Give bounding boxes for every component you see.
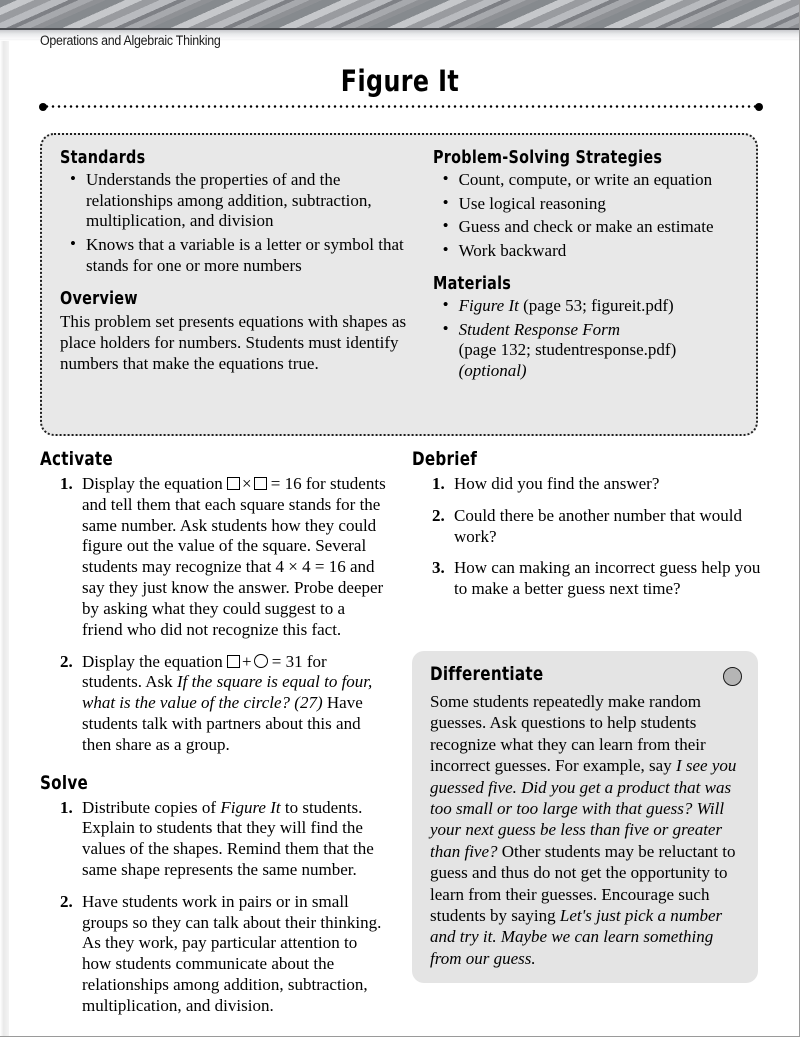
differentiate-quote-2: Let's just pick a number and try it. Maybe we can learn something from our guess. <box>430 906 723 968</box>
list-item: • Count, compute, or write an equation <box>459 170 740 191</box>
list-item <box>40 798 388 881</box>
square-glyph-icon <box>227 477 240 490</box>
material-title: Student Response Form <box>458 319 621 339</box>
decorative-striped-banner <box>0 0 800 30</box>
solve-1-tail: to students. Explain to students that they will find the values of the shapes. Remind them that the same shape represents the same number. <box>82 797 374 879</box>
list-item: • Guess and check or make an estimate <box>459 217 740 238</box>
dotted-divider <box>44 105 758 108</box>
differentiate-text <box>430 691 742 969</box>
page-gutter-strip <box>0 0 9 1037</box>
list-item <box>40 474 388 641</box>
standards-list <box>60 170 423 277</box>
list-item: How did you find the answer? <box>454 474 660 493</box>
differentiate-p2: Other students may be reluctant to guess and thus do not get the opportunity to learn from their guesses. Encourage such students by saying <box>430 841 736 926</box>
solve-list <box>40 798 388 1017</box>
materials-list <box>433 296 740 382</box>
strategies-list-wrap <box>433 170 740 262</box>
differentiate-header <box>430 663 742 689</box>
list-item <box>459 320 740 382</box>
section-spacer <box>40 756 388 772</box>
overview-heading: Overview <box>60 287 138 309</box>
square-glyph-icon <box>254 477 267 490</box>
operator-symbol: × <box>241 474 252 493</box>
materials-heading: Materials <box>432 272 511 294</box>
material-detail: (page 132; studentresponse.pdf) <box>458 340 677 360</box>
differentiate-quote-1: I see you guessed five. Did you get a product that was too small or too large with that guess? Will your next guess be less than five or greater than five? <box>430 756 737 861</box>
strategies-list <box>433 170 740 262</box>
list-item <box>40 652 388 756</box>
square-glyph-icon <box>227 655 240 668</box>
list-item: • Work backward <box>459 241 740 262</box>
activate-2-question: If the square is equal to four, what is the value of the circle? (27) <box>82 672 373 713</box>
info-box-right-column <box>433 147 740 424</box>
solve-1-italic: Figure It <box>220 797 281 817</box>
standards-list-wrap <box>60 170 423 277</box>
activate-2-tail: Have students talk with partners about this and then share as a group. <box>82 693 363 754</box>
activate-1-equals: = 16 for <box>270 474 326 493</box>
left-column <box>40 448 388 1017</box>
material-title: Figure It <box>458 295 519 315</box>
debrief-heading: Debrief <box>412 448 478 470</box>
solve-2-tail: Have students work in pairs or in small groups so they can talk about their thinking. As they work, pay particular attention to how students communicate about the relationships among addition, subtraction, multiplication, and division. <box>82 891 382 1015</box>
solve-heading: Solve <box>40 771 89 794</box>
list-item: • Knows that a variable is a letter or symbol that stands for one or more numbers <box>86 235 423 276</box>
list-item: Could there be another number that would work? <box>454 505 742 546</box>
info-box <box>40 133 758 436</box>
page-title: Figure It <box>340 64 460 98</box>
standards-heading: Standards <box>60 147 146 168</box>
gray-circle-icon <box>723 667 742 686</box>
material-detail: (page 53; figureit.pdf) <box>523 295 674 315</box>
activate-2-lead: Display the equation <box>82 651 223 671</box>
differentiate-panel <box>412 651 758 983</box>
activate-2-equals: = 31 for <box>271 651 327 671</box>
activate-1-lead: Display the equation <box>82 474 223 493</box>
differentiate-heading: Differentiate <box>430 663 544 685</box>
solve-1-lead: Distribute copies of <box>82 797 217 817</box>
right-column <box>412 448 762 600</box>
differentiate-p1: Some students repeatedly make random guesses. Ask questions to help students recognize what they can learn from their incorrect guesses. For example, say <box>430 692 706 776</box>
activate-heading: Activate <box>40 448 113 470</box>
list-item <box>459 296 740 317</box>
material-note: (optional) <box>458 361 527 381</box>
strategies-heading: Problem-Solving Strategies <box>432 147 662 168</box>
activate-list <box>40 474 388 756</box>
debrief-list <box>412 474 762 600</box>
operator-symbol: + <box>241 651 252 671</box>
activate-2-body: students. Ask <box>82 672 173 692</box>
info-box-left-column <box>60 147 423 424</box>
list-item: • Use logical reasoning <box>459 194 740 215</box>
activate-1-body: students and tell them that each square stands for the same number. Ask students how they could figure out the value of the square. Several students may recognize that 4 × 4 = 16 and say they just know the answer. Probe deeper by asking what they could suggest to a friend who did not recognize this fact. <box>82 474 386 639</box>
strand-label: Operations and Algebraic Thinking <box>40 33 221 48</box>
overview-text: This problem set presents equations with shapes as place holders for numbers. Students must identify numbers that make the equations true. <box>60 311 407 374</box>
circle-glyph-icon <box>254 654 268 668</box>
list-item: • Understands the properties of and the relationships among addition, subtraction, multiplication, and division <box>86 170 423 232</box>
list-item <box>40 892 388 1017</box>
list-item: How can making an incorrect guess help you to make a better guess next time? <box>454 558 761 599</box>
